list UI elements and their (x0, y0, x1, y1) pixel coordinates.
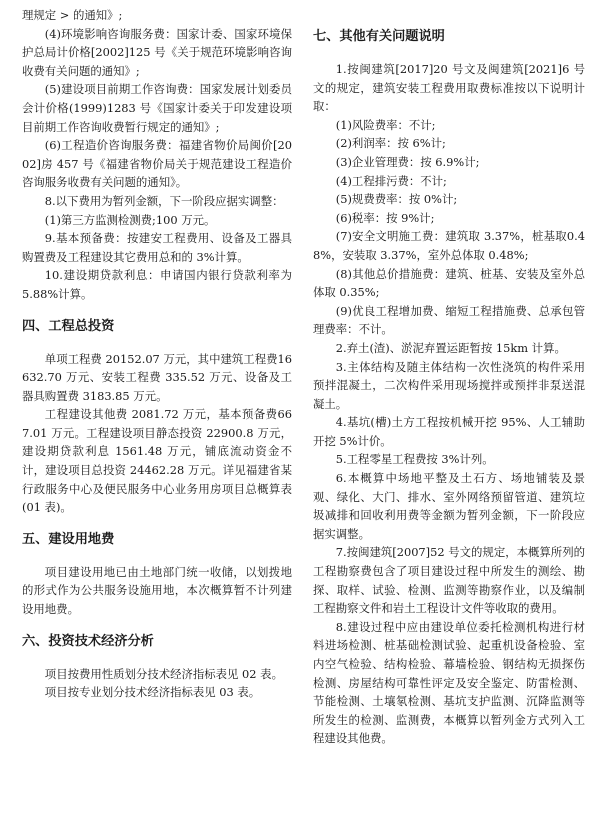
paragraph: 4.基坑(槽)土方工程按机械开挖 95%、人工辅助开挖 5%计价。 (313, 415, 585, 448)
paragraph: 理规定 > 的通知》; (22, 8, 123, 22)
left-column (22, 6, 292, 702)
list-item: (5)规费费率：按 0%计; (335, 192, 458, 207)
paragraph: 5.工程零星工程费按 3%计列。 (335, 452, 494, 467)
paragraph: 9.基本预备费：按建安工程费用、设备及工器具购置费及工程建设其它费用总和的 3%计算。 (22, 231, 292, 264)
paragraph: 工程建设其他费 2081.72 万元，基本预备费667.01 万元。工程建设项目静态投资 22900.8 万元，建设期贷款利息 1561.48 万元，铺底流动资金不计，建设项目总投资 24462.28 万元。详见福建省某行政服务中心及便民服务中心业务用房项目总概算表(01 表)。 (22, 407, 292, 515)
section-heading: 六、投资技术经济分析 (22, 633, 154, 649)
list-item: (6)税率：按 9%计; (335, 210, 435, 225)
paragraph: (5)建设项目前期工作咨询费：国家发展计划委员会计价格(1999)1283 号《国家计委关于印发建设项目前期工作咨询收费暂行规定的通知》; (22, 82, 292, 134)
paragraph: 2.弃土(渣)、淤泥弃置运距暂按 15km 计算。 (335, 340, 566, 355)
section-heading: 五、建设用地费 (22, 531, 115, 547)
list-item: (8)其他总价措施费：建筑、桩基、安装及室外总体取 0.35%; (313, 266, 585, 300)
paragraph: 项目建设用地已由土地部门统一收储，以划拨地的形式作为公共服务设施用地，本次概算暂不计列建设用地费。 (22, 564, 292, 617)
paragraph: (1)第三方监测检测费;100 万元。 (44, 212, 216, 227)
paragraph: 单项工程费 20152.07 万元，其中建筑工程费16632.70 万元、安装工程费 335.52 万元、设备及工器具购置费 3183.85 万元。 (22, 351, 292, 403)
paragraph: 项目按费用性质划分技术经济指标表见 02 表。 (44, 666, 283, 681)
right-column (313, 6, 585, 748)
paragraph: 项目按专业划分技术经济指标表见 03 表。 (44, 685, 261, 700)
list-item: (4)工程排污费：不计; (335, 173, 447, 188)
paragraph: 6.本概算中场地平整及土石方、场地铺装及景观、绿化、大门、排水、室外网络预留管道、建筑垃圾减排和回收利用费等金额为暂列金额，下一阶段应据实调整。 (313, 471, 585, 541)
list-item: (9)优良工程增加费、缩短工程措施费、总承包管理费率：不计。 (313, 303, 585, 337)
paragraph: 7.按闽建筑[2007]52 号文的规定，本概算所列的工程勘察费包含了项目建设过程中所发生的测绘、勘探、取样、试验、检测、监测等勘察作业，以及编制工程勘察文件和岩土工程设计文件等收取的费用。 (313, 545, 585, 616)
section-heading: 四、工程总投资 (22, 318, 115, 334)
list-item: (2)利润率：按 6%计; (335, 136, 446, 151)
paragraph: 10.建设期贷款利息：申请国内银行贷款利率为 5.88%计算。 (22, 268, 292, 301)
list-item: (3)企业管理费：按 6.9%计; (335, 154, 480, 169)
list-item: (1)风险费率：不计; (335, 117, 436, 132)
list-item: (7)安全文明施工费：建筑取 3.37%，桩基取0.48%，安装取 3.37%，室外总体取 0.48%; (313, 229, 585, 262)
paragraph: (6)工程造价咨询服务费：福建省物价局闽价[2002]房 457 号《福建省物价局关于规范建设工程造价咨询服务收费有关问题的通知》。 (22, 138, 292, 190)
paragraph: 3.主体结构及随主体结构一次性浇筑的构件采用预拌混凝土，二次构件采用现场搅拌或预拌非泵送混凝土。 (313, 359, 585, 411)
section-heading: 七、其他有关问题说明 (313, 29, 445, 44)
paragraph: 8.建设过程中应由建设单位委托检测机构进行材料进场检测、桩基础检测试验、起重机设备检验、室内空气检验、结构检验、幕墙检验、钢结构无损探伤检测、房屋结构可靠性评定及安全鉴定、防雷检测、节能检测、土壤氡检测、基坑支护监测、沉降监测等所发生的检测、监测费，本概算以暂列金方式列入工程建设其他费。 (313, 619, 585, 746)
paragraph: 1.按闽建筑[2017]20 号文及闽建筑[2021]6 号文的规定，建筑安装工程费用取费标准按以下说明计取： (313, 62, 585, 114)
paragraph: (4)环境影响咨询服务费：国家计委、国家环境保护总局计价格[2002]125 号《关于规范环境影响咨询收费有关问题的通知》; (22, 26, 292, 78)
paragraph: 8.以下费用为暂列金额，下一阶段应据实调整： (44, 193, 284, 208)
